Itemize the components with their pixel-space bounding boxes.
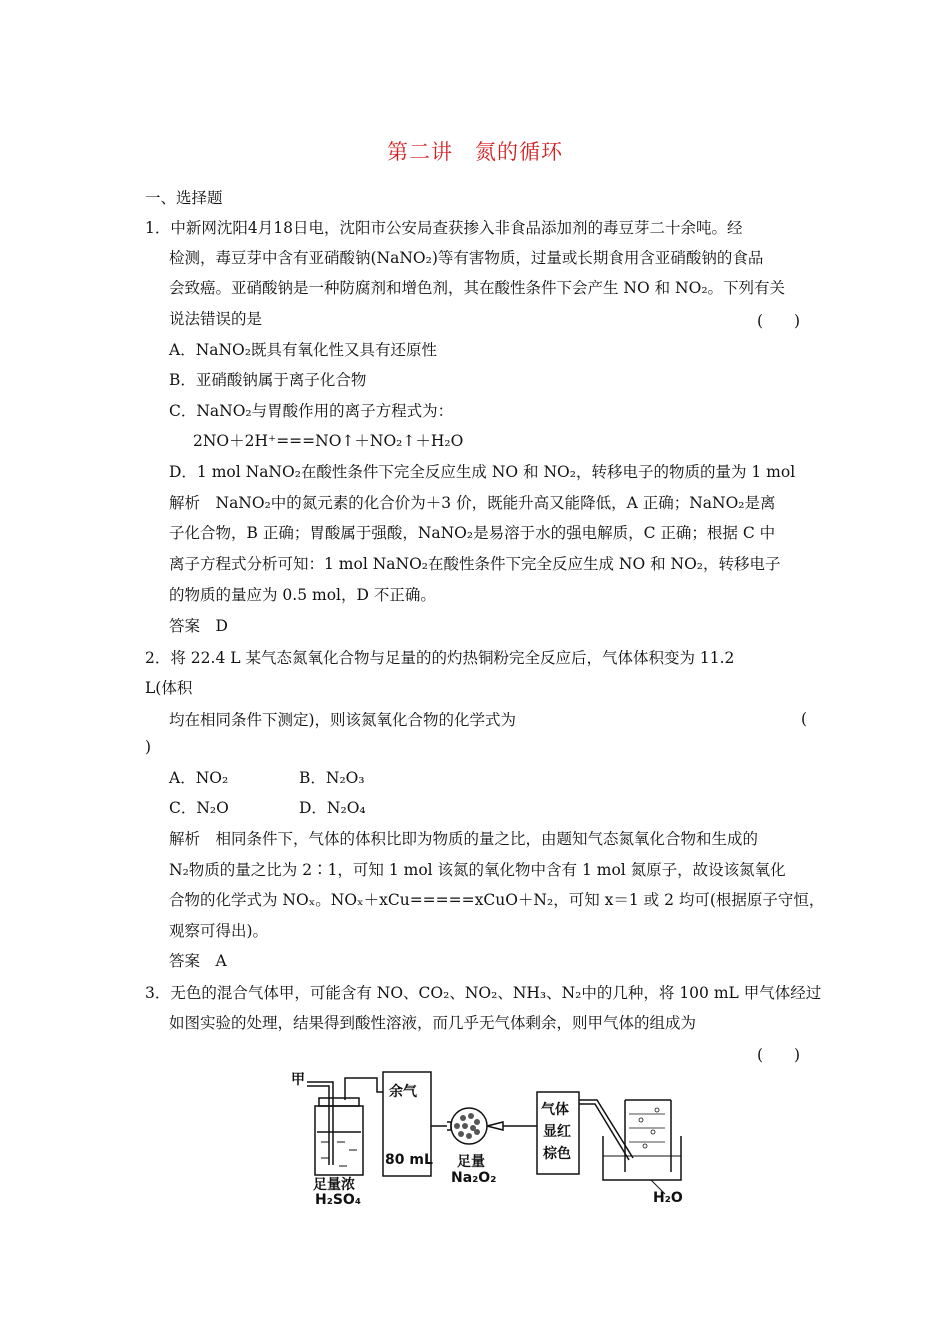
outlet-tube <box>345 1078 383 1100</box>
na2o2-outlet <box>487 1122 503 1130</box>
label-bottle-1: 足量浓 <box>313 1177 355 1193</box>
bottle-stopper <box>319 1098 359 1106</box>
page-title: 第二讲 氮的循环 <box>387 140 563 164</box>
section-heading: 一、选择题 <box>145 189 223 207</box>
label-jia: 甲 <box>291 1072 305 1088</box>
q2-analysis-2: N₂物质的量之比为 2∶1，可知 1 mol 该氮的氧化物中含有 1 mol 氮原子，故设该氮氧化 <box>169 861 786 879</box>
label-water: H₂O <box>653 1190 683 1206</box>
label-box1-2: 80 mL <box>385 1152 433 1168</box>
cylinder-marks <box>629 1114 665 1142</box>
label-box2-2: 显红 <box>543 1124 571 1140</box>
label-bottle-2: H₂SO₄ <box>315 1192 361 1208</box>
label-na2o2-1: 足量 <box>457 1154 485 1170</box>
q2-answer: 答案 A <box>169 952 227 970</box>
q1-answer-paren: ( ) <box>757 312 801 330</box>
q1-option-a: A．NaNO₂既具有氧化性又具有还原性 <box>169 341 437 359</box>
label-box2-1: 气体 <box>541 1102 569 1118</box>
label-na2o2-2: Na₂O₂ <box>451 1170 497 1186</box>
q1-line-2: 检测，毒豆芽中含有亚硝酸钠(NaNO₂)等有害物质，过量或长期食用含亚硝酸钠的食品 <box>169 249 764 267</box>
q1-option-c-equation: 2NO＋2H⁺===NO↑＋NO₂↑＋H₂O <box>193 432 464 450</box>
q1-analysis-2: 子化合物，B 正确；胃酸属于强酸，NaNO₂是易溶于水的强电解质，C 正确；根据 C 中 <box>169 524 776 542</box>
q2-option-d: D．N₂O₄ <box>299 799 366 817</box>
q2-paren-open: ( <box>801 710 808 728</box>
q2-line-1: 2．将 22.4 L 某气态氮氧化合物与足量的的灼热铜粉完全反应后，气体体积变为 11.2 <box>145 649 735 667</box>
q2-option-c: C．N₂O <box>169 799 229 817</box>
label-box1-1: 余气 <box>389 1084 417 1100</box>
apparatus-figure <box>285 1070 695 1210</box>
q3-line-2: 如图实验的处理，结果得到酸性溶液，而几乎无气体剩余，则甲气体的组成为 <box>169 1014 697 1032</box>
q2-line-3: 均在相同条件下测定)，则该氮氧化合物的化学式为 <box>169 711 517 729</box>
q3-line-1: 3．无色的混合气体甲，可能含有 NO、CO₂、NO₂、NH₃、N₂中的几种，将 100 mL 甲气体经过 <box>145 984 822 1002</box>
q2-option-a: A．NO₂ <box>169 769 229 787</box>
q1-analysis-3: 离子方程式分析可知：1 mol NaNO₂在酸性条件下完全反应生成 NO 和 NO₂，转移电子 <box>169 555 781 573</box>
q1-answer: 答案 D <box>169 617 228 635</box>
inverted-cylinder <box>625 1100 671 1172</box>
q1-option-b: B．亚硝酸钠属于离子化合物 <box>169 371 367 389</box>
q2-analysis-4: 观察可得出)。 <box>169 922 269 940</box>
q3-answer-paren: ( ) <box>757 1046 801 1064</box>
q1-option-c: C．NaNO₂与胃酸作用的离子方程式为： <box>169 402 454 420</box>
q1-line-1: 1．中新网沈阳4月18日电，沈阳市公安局查获掺入非食品添加剂的毒豆芽二十余吨。经 <box>145 219 743 237</box>
q1-line-4: 说法错误的是 <box>169 310 263 328</box>
q2-analysis-1: 解析 相同条件下，气体的体积比即为物质的量之比，由题知气态氮氧化合物和生成的 <box>169 830 759 848</box>
q2-line-2: L(体积 <box>145 679 193 697</box>
washing-bottle <box>315 1106 363 1175</box>
acid-dashes <box>321 1142 357 1166</box>
q1-analysis-4: 的物质的量应为 0.5 mol，D 不正确。 <box>169 586 436 604</box>
q1-line-3: 会致癌。亚硝酸钠是一种防腐剂和增色剂，其在酸性条件下会产生 NO 和 NO₂。下列有关 <box>169 279 786 297</box>
q2-option-b: B．N₂O₃ <box>299 769 365 787</box>
q1-option-d: D．1 mol NaNO₂在酸性条件下完全反应生成 NO 和 NO₂，转移电子的物质的量为 1 mol <box>169 463 796 481</box>
na2o2-inlet <box>447 1122 451 1130</box>
q2-paren-close: ) <box>145 738 152 756</box>
label-box2-3: 棕色 <box>543 1146 571 1162</box>
water-trough <box>603 1136 681 1180</box>
q2-analysis-3: 合物的化学式为 NOₓ。NOₓ＋xCu=====xCuO＋N₂，可知 x＝1 或 2 均可(根据原子守恒， <box>169 891 825 909</box>
q1-analysis-1: 解析 NaNO₂中的氮元素的化合价为＋3 价，既能升高又能降低，A 正确；NaNO₂是离 <box>169 494 776 512</box>
